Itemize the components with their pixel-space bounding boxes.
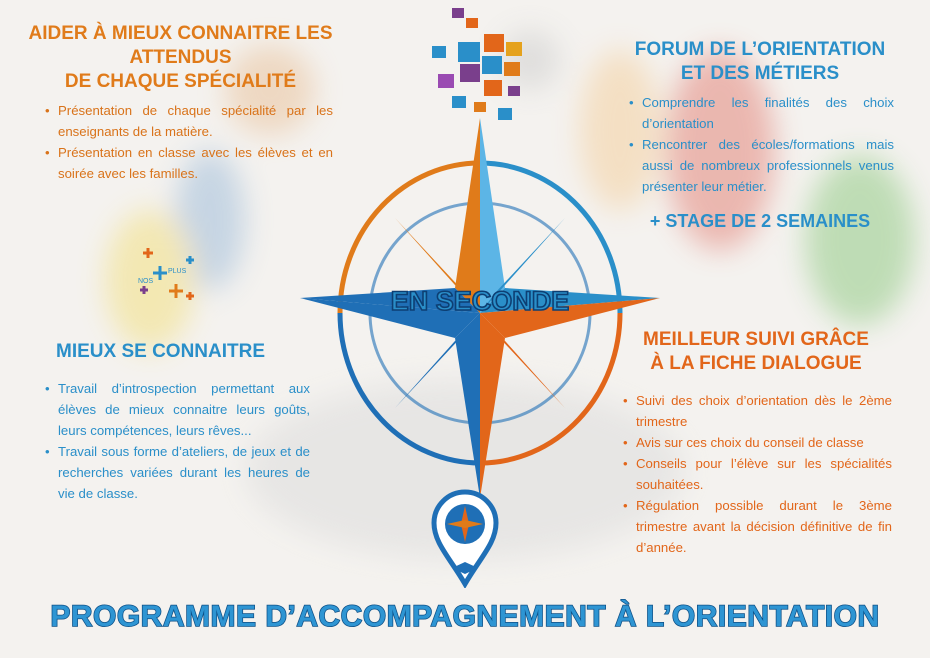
section-specialites-title: AIDER À MIEUX CONNAITRE LES ATTENDUS DE CHAQUE SPÉCIALITÉ — [28, 23, 333, 92]
list-item: • Avis sur ces choix du conseil de classe — [636, 432, 892, 453]
section-connaitre — [42, 340, 310, 504]
list-item: • Travail sous forme d’ateliers, de jeux et de recherches variées durant les heures de vie de classe. — [58, 441, 310, 504]
section-suivi-list — [620, 390, 892, 558]
stage-label: + STAGE DE 2 SEMAINES — [649, 211, 871, 231]
section-specialites — [28, 22, 333, 184]
center-label: EN SECONDE — [390, 286, 570, 316]
list-item: • Comprendre les finalités des choix d’orientation — [642, 92, 894, 134]
section-suivi — [620, 328, 892, 558]
section-forum-title: FORUM DE L’ORIENTATION ET DES MÉTIERS — [634, 39, 886, 84]
list-item: • Travail d’introspection permettant aux élèves de mieux connaitre leurs goûts, leurs compétences, leurs rêves... — [58, 378, 310, 441]
section-connaitre-title: MIEUX SE CONNAITRE — [56, 341, 266, 362]
list-item: • Présentation de chaque spécialité par les enseignants de la matière. — [58, 100, 333, 142]
list-item: • Rencontrer des écoles/formations mais aussi de nombreux professionnels venus présenter leur métier. — [642, 134, 894, 197]
footer-title: PROGRAMME D’ACCOMPAGNEMENT À L’ORIENTATION — [50, 600, 880, 633]
logo-nos: NOS — [138, 278, 154, 285]
list-item: • Suivi des choix d’orientation dès le 2ème trimestre — [636, 390, 892, 432]
list-item: • Régulation possible durant le 3ème trimestre avant la décision définitive de fin d’année. — [636, 495, 892, 558]
section-connaitre-list — [42, 378, 310, 504]
compass-graphic — [300, 118, 660, 498]
logo-plus: PLUS — [168, 268, 187, 275]
section-suivi-title: MEILLEUR SUIVI GRÂCE À LA FICHE DIALOGUE — [643, 329, 869, 374]
section-forum — [626, 38, 894, 232]
section-specialites-list — [42, 100, 333, 184]
list-item: • Conseils pour l’élève sur les spécialités souhaitées. — [636, 453, 892, 495]
puzzle-pieces-icon — [418, 4, 538, 130]
section-forum-list — [626, 92, 894, 197]
location-pin-icon — [430, 488, 500, 588]
nos-plus-logo — [138, 244, 198, 304]
list-item: • Présentation en classe avec les élèves et en soirée avec les familles. — [58, 142, 333, 184]
